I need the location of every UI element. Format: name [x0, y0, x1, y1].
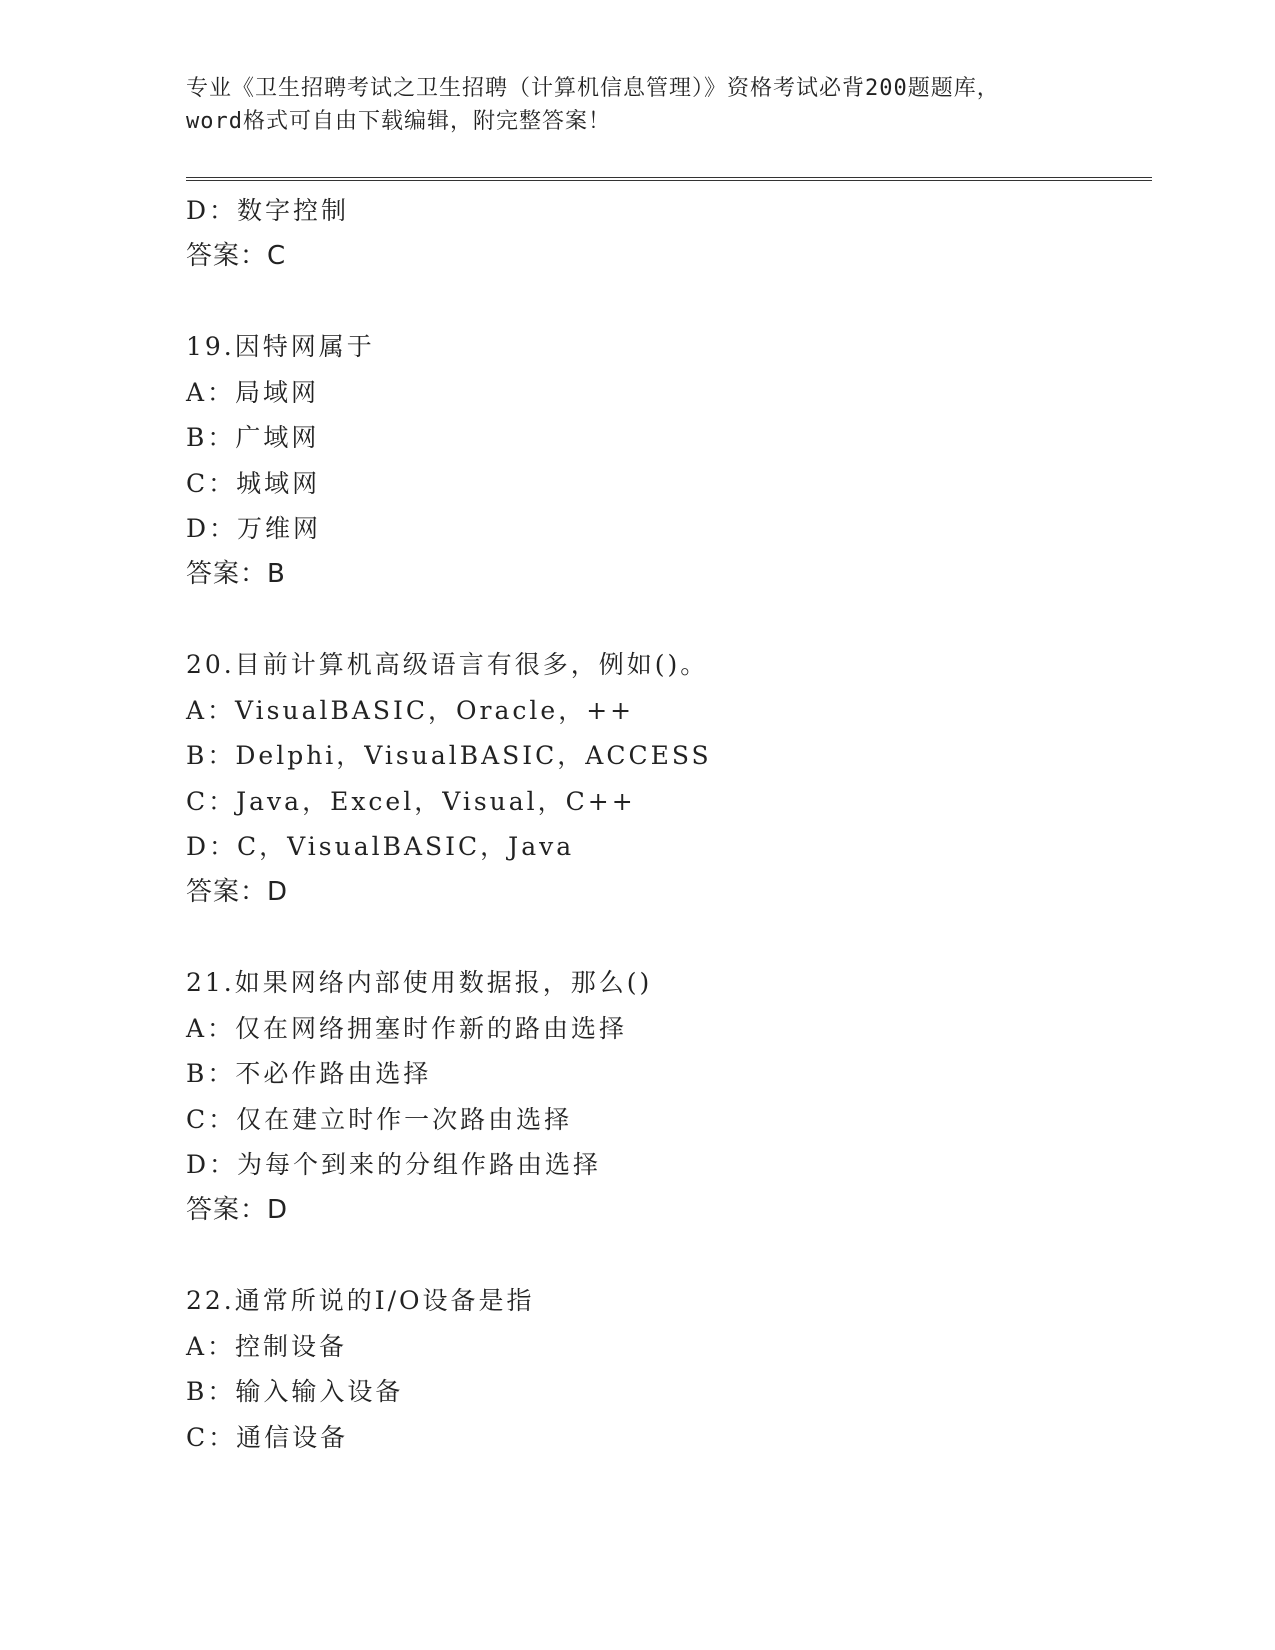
question-19 — [186, 324, 1152, 597]
question-21 — [186, 960, 1152, 1233]
header-line-1: 专业《卫生招聘考试之卫生招聘（计算机信息管理）》资格考试必背200题题库， — [186, 76, 1000, 101]
document-header — [186, 72, 1086, 138]
option-a: A：控制设备 — [186, 1331, 348, 1361]
option-b: B：输入输入设备 — [186, 1377, 404, 1406]
answer: 答案：B — [186, 558, 286, 589]
option-c: C：仅在建立时作一次路由选择 — [186, 1104, 573, 1134]
header-divider — [186, 177, 1152, 181]
option-a: A：仅在网络拥塞时作新的路由选择 — [186, 1013, 628, 1043]
question-title: 19.因特网属于 — [186, 332, 375, 361]
option-b: B：广域网 — [186, 423, 320, 452]
question-20 — [186, 642, 1152, 915]
question-22 — [186, 1278, 1152, 1460]
option-b: B：不必作路由选择 — [186, 1059, 432, 1088]
option-c: C：城域网 — [186, 468, 321, 498]
answer: 答案：D — [186, 1194, 289, 1225]
option-a: A：局域网 — [186, 377, 320, 407]
question-18-partial — [186, 188, 1152, 279]
question-title: 21.如果网络内部使用数据报，那么() — [186, 968, 653, 997]
question-title: 22.通常所说的I/O设备是指 — [186, 1286, 535, 1315]
option-c: C：通信设备 — [186, 1422, 349, 1452]
answer: 答案：C — [186, 240, 287, 271]
question-title: 20.目前计算机高级语言有很多，例如()。 — [186, 650, 709, 679]
option-d: D：C，VisualBASIC，Java — [186, 832, 575, 861]
answer: 答案：D — [186, 876, 289, 907]
option-b: B：Delphi，VisualBASIC，ACCESS — [186, 741, 712, 770]
header-line-2: word格式可自由下载编辑，附完整答案！ — [186, 109, 611, 134]
document-body — [186, 188, 1152, 1460]
option-d: D：数字控制 — [186, 196, 350, 225]
option-d: D：万维网 — [186, 514, 322, 543]
option-d: D：为每个到来的分组作路由选择 — [186, 1150, 602, 1179]
option-a: A：VisualBASIC，Oracle，++ — [186, 695, 635, 725]
option-c: C：Java，Excel，Visual，C++ — [186, 786, 636, 816]
